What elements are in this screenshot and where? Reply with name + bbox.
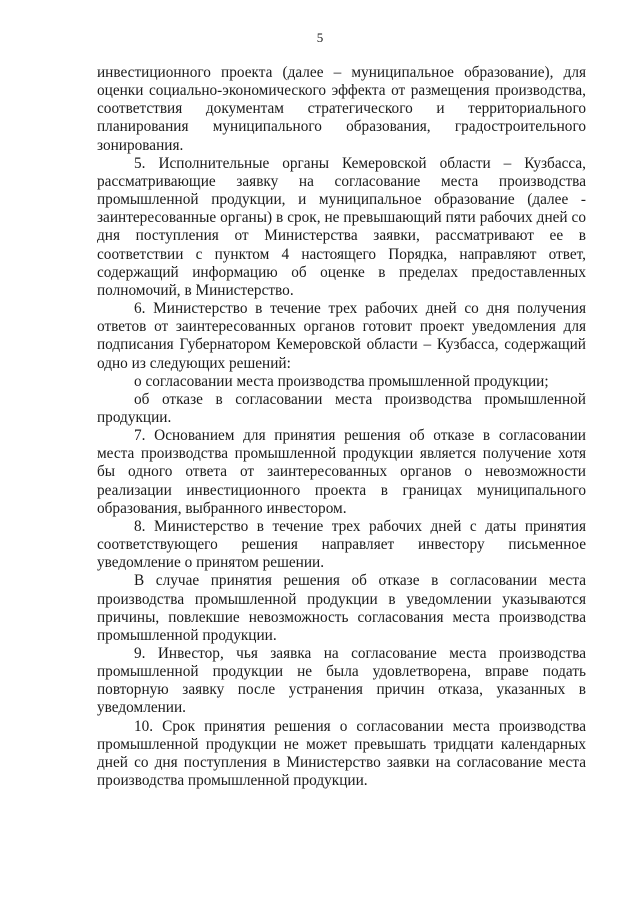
paragraph-item-9: 9. Инвестор, чья заявка на согласование места производства промышленной продукции не была удовлетворена, вправе подать повторную заявку после устранения причин отказа, указанных в уведомлении.	[97, 645, 586, 717]
paragraph-item-10: 10. Срок принятия решения о согласовании места производства промышленной продукции не может превышать тридцати календарных дней со дня поступления в Министерство заявки на согласование места производства промышленной продукции.	[97, 717, 586, 790]
paragraph-item-6: 6. Министерство в течение трех рабочих дней со дня получения ответов от заинтересованных органов готовит проект уведомления для подписания Губернатором Кемеровской области – Кузбасса, содержащий одно из следующих решений:	[97, 300, 586, 372]
paragraph-item-8: 8. Министерство в течение трех рабочих дней с даты принятия соответствующего решения направляет инвестору письменное уведомление о принятом решении.	[97, 517, 586, 572]
document-body	[97, 64, 586, 790]
paragraph-item-5: 5. Исполнительные органы Кемеровской области – Кузбасса, рассматривающие заявку на согласование места производства промышленной продукции, и муниципальное образование (далее - заинтересованные органы) в срок, не превышающий пяти рабочих дней со дня поступления от Министерства заявки, рассматривают ее в соответствии с пунктом 4 настоящего Порядка, направляют ответ, содержащий информацию об оценке в пределах предоставленных полномочий, в Министерство.	[97, 154, 586, 299]
page-number: 5	[316, 30, 324, 45]
paragraph-continuation: инвестиционного проекта (далее – муниципальное образование), для оценки социально-экономического эффекта от размещения производства, соответствия документам стратегического и территориального планирования муниципального образования, градостроительного зонирования.	[97, 64, 586, 154]
paragraph-option-refusal: об отказе в согласовании места производства промышленной продукции.	[97, 390, 586, 426]
paragraph-option-approval: о согласовании места производства промышленной продукции;	[134, 372, 549, 390]
paragraph-item-7: 7. Основанием для принятия решения об отказе в согласовании места производства промышленной продукции является получение хотя бы одного ответа от заинтересованных органов о невозможности реализации инвестиционного проекта в границах муниципального образования, выбранного инвестором.	[97, 427, 586, 517]
paragraph-refusal-reasons: В случае принятия решения об отказе в согласовании места производства промышленной продукции в уведомлении указываются причины, повлекшие невозможность согласования места производства промышленной продукции.	[97, 572, 586, 644]
